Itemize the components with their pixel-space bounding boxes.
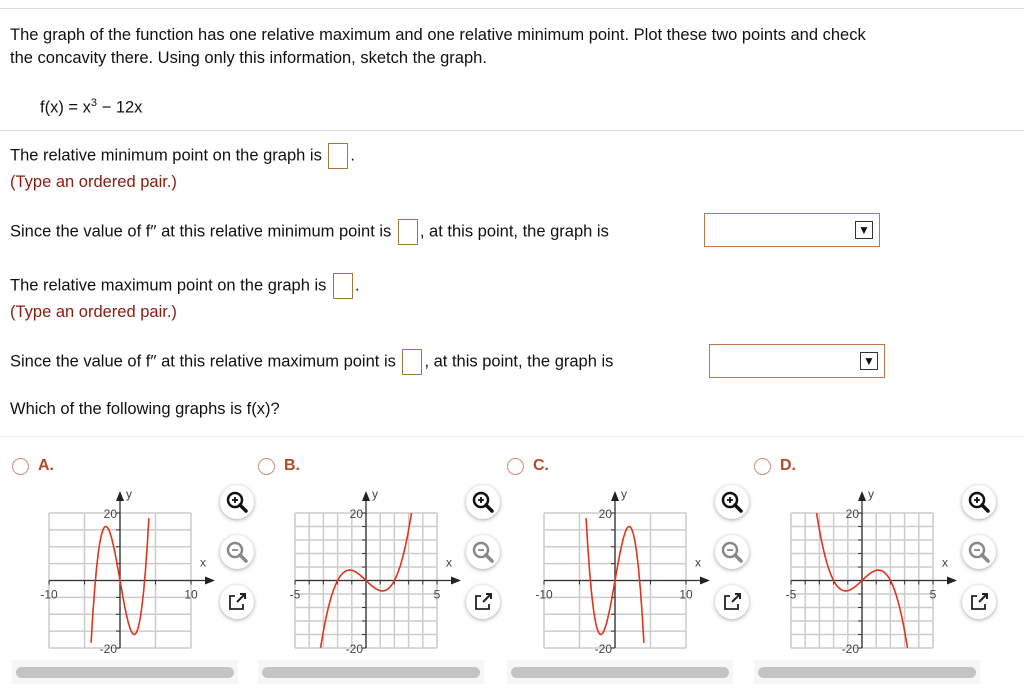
q1-text: The relative minimum point on the graph is — [10, 146, 322, 165]
x-axis-label: x — [695, 555, 701, 570]
zoom-out-icon — [962, 535, 996, 569]
option-label: B. — [284, 457, 300, 474]
x-axis-label: x — [942, 555, 948, 570]
q3-end: . — [355, 276, 360, 295]
option-label: D. — [780, 457, 796, 474]
q1-row — [10, 143, 355, 169]
min-concavity-dropdown[interactable] — [704, 213, 880, 247]
y-axis-label: y — [621, 487, 627, 501]
q3-text: The relative maximum point on the graph is — [10, 276, 327, 295]
external-link-icon — [962, 585, 996, 619]
q1-end: . — [350, 146, 356, 165]
dropdown-arrow-icon: ▼ — [855, 221, 873, 239]
x-tick-label: 5 — [433, 587, 441, 602]
x-axis-arrow — [451, 577, 461, 585]
option-c — [495, 450, 745, 699]
x-tick-label: -5 — [289, 587, 301, 602]
y-axis-label: y — [126, 487, 132, 501]
x-axis-arrow — [700, 577, 710, 585]
zoom-out-button[interactable] — [962, 535, 996, 569]
q4-text: Since the value of f′′ at this relative maximum point is — [10, 352, 396, 371]
y-tick-label: -20 — [345, 642, 363, 655]
y-axis-arrow — [116, 491, 124, 501]
y-tick-label: 20 — [103, 507, 117, 521]
q2-row — [10, 219, 609, 245]
option-b — [246, 450, 496, 699]
q3-row — [10, 273, 360, 299]
q5-text: Which of the following graphs is f(x)? — [10, 400, 280, 418]
open-graph-button[interactable] — [962, 585, 996, 619]
y-axis-label: y — [372, 487, 378, 501]
prompt-line-2: the concavity there. Using only this information, sketch the graph. — [10, 49, 487, 67]
q4-row — [10, 349, 613, 375]
q1-hint: (Type an ordered pair.) — [10, 173, 177, 191]
prompt-line-1: The graph of the function has one relative maximum and one relative minimum point. Plot these two points and check — [10, 26, 866, 44]
y-tick-label: 20 — [598, 507, 612, 521]
option-label: C. — [533, 457, 549, 474]
option-d — [742, 450, 992, 699]
graph-c — [495, 450, 715, 655]
min-second-derivative-input[interactable] — [398, 219, 418, 245]
q2-text-2: , at this point, the graph is — [419, 222, 609, 241]
scrollbar-thumb[interactable] — [758, 667, 976, 678]
scrollbar-thumb[interactable] — [511, 667, 729, 678]
max-concavity-dropdown[interactable] — [709, 344, 885, 378]
y-tick-label: -20 — [99, 642, 117, 655]
scrollbar-thumb[interactable] — [16, 667, 234, 678]
x-tick-label: -5 — [785, 587, 797, 602]
y-tick-label: 20 — [349, 507, 363, 521]
y-axis-arrow — [858, 491, 866, 501]
graph-scrollbar[interactable] — [754, 660, 980, 684]
y-axis-label: y — [868, 487, 874, 501]
x-tick-label: 5 — [929, 587, 937, 602]
option-a — [0, 450, 250, 699]
function-rhs: − 12x — [97, 98, 143, 117]
x-tick-label: 10 — [679, 587, 693, 602]
y-axis-arrow — [611, 491, 619, 501]
dropdown-arrow-icon: ▼ — [860, 352, 878, 370]
x-axis-arrow — [205, 577, 215, 585]
function-lhs: f(x) = x — [40, 98, 91, 117]
function-exponent: 3 — [90, 97, 98, 109]
q4-text-2: , at this point, the graph is — [424, 352, 614, 371]
zoom-in-button[interactable] — [962, 485, 996, 519]
x-axis-label: x — [200, 555, 206, 570]
graph-b — [246, 450, 466, 655]
graph-a — [0, 450, 220, 655]
relative-min-input[interactable] — [328, 143, 348, 169]
relative-max-input[interactable] — [333, 273, 353, 299]
x-tick-label: -10 — [40, 587, 58, 602]
y-tick-label: -20 — [594, 642, 612, 655]
x-tick-label: -10 — [535, 587, 553, 602]
q3-hint: (Type an ordered pair.) — [10, 303, 177, 321]
graph-scrollbar[interactable] — [507, 660, 733, 684]
q2-text: Since the value of f′′ at this relative minimum point is — [10, 222, 392, 241]
max-second-derivative-input[interactable] — [402, 349, 422, 375]
y-tick-label: 20 — [845, 507, 859, 521]
graph-scrollbar[interactable] — [12, 660, 238, 684]
y-tick-label: -20 — [841, 642, 859, 655]
x-tick-label: 10 — [184, 587, 198, 602]
function-definition — [40, 97, 142, 118]
scrollbar-thumb[interactable] — [262, 667, 480, 678]
option-label: A. — [38, 457, 54, 474]
graph-scrollbar[interactable] — [258, 660, 484, 684]
zoom-in-icon — [962, 485, 996, 519]
graph-d — [742, 450, 962, 655]
x-axis-label: x — [446, 555, 452, 570]
x-axis-arrow — [947, 577, 957, 585]
y-axis-arrow — [362, 491, 370, 501]
